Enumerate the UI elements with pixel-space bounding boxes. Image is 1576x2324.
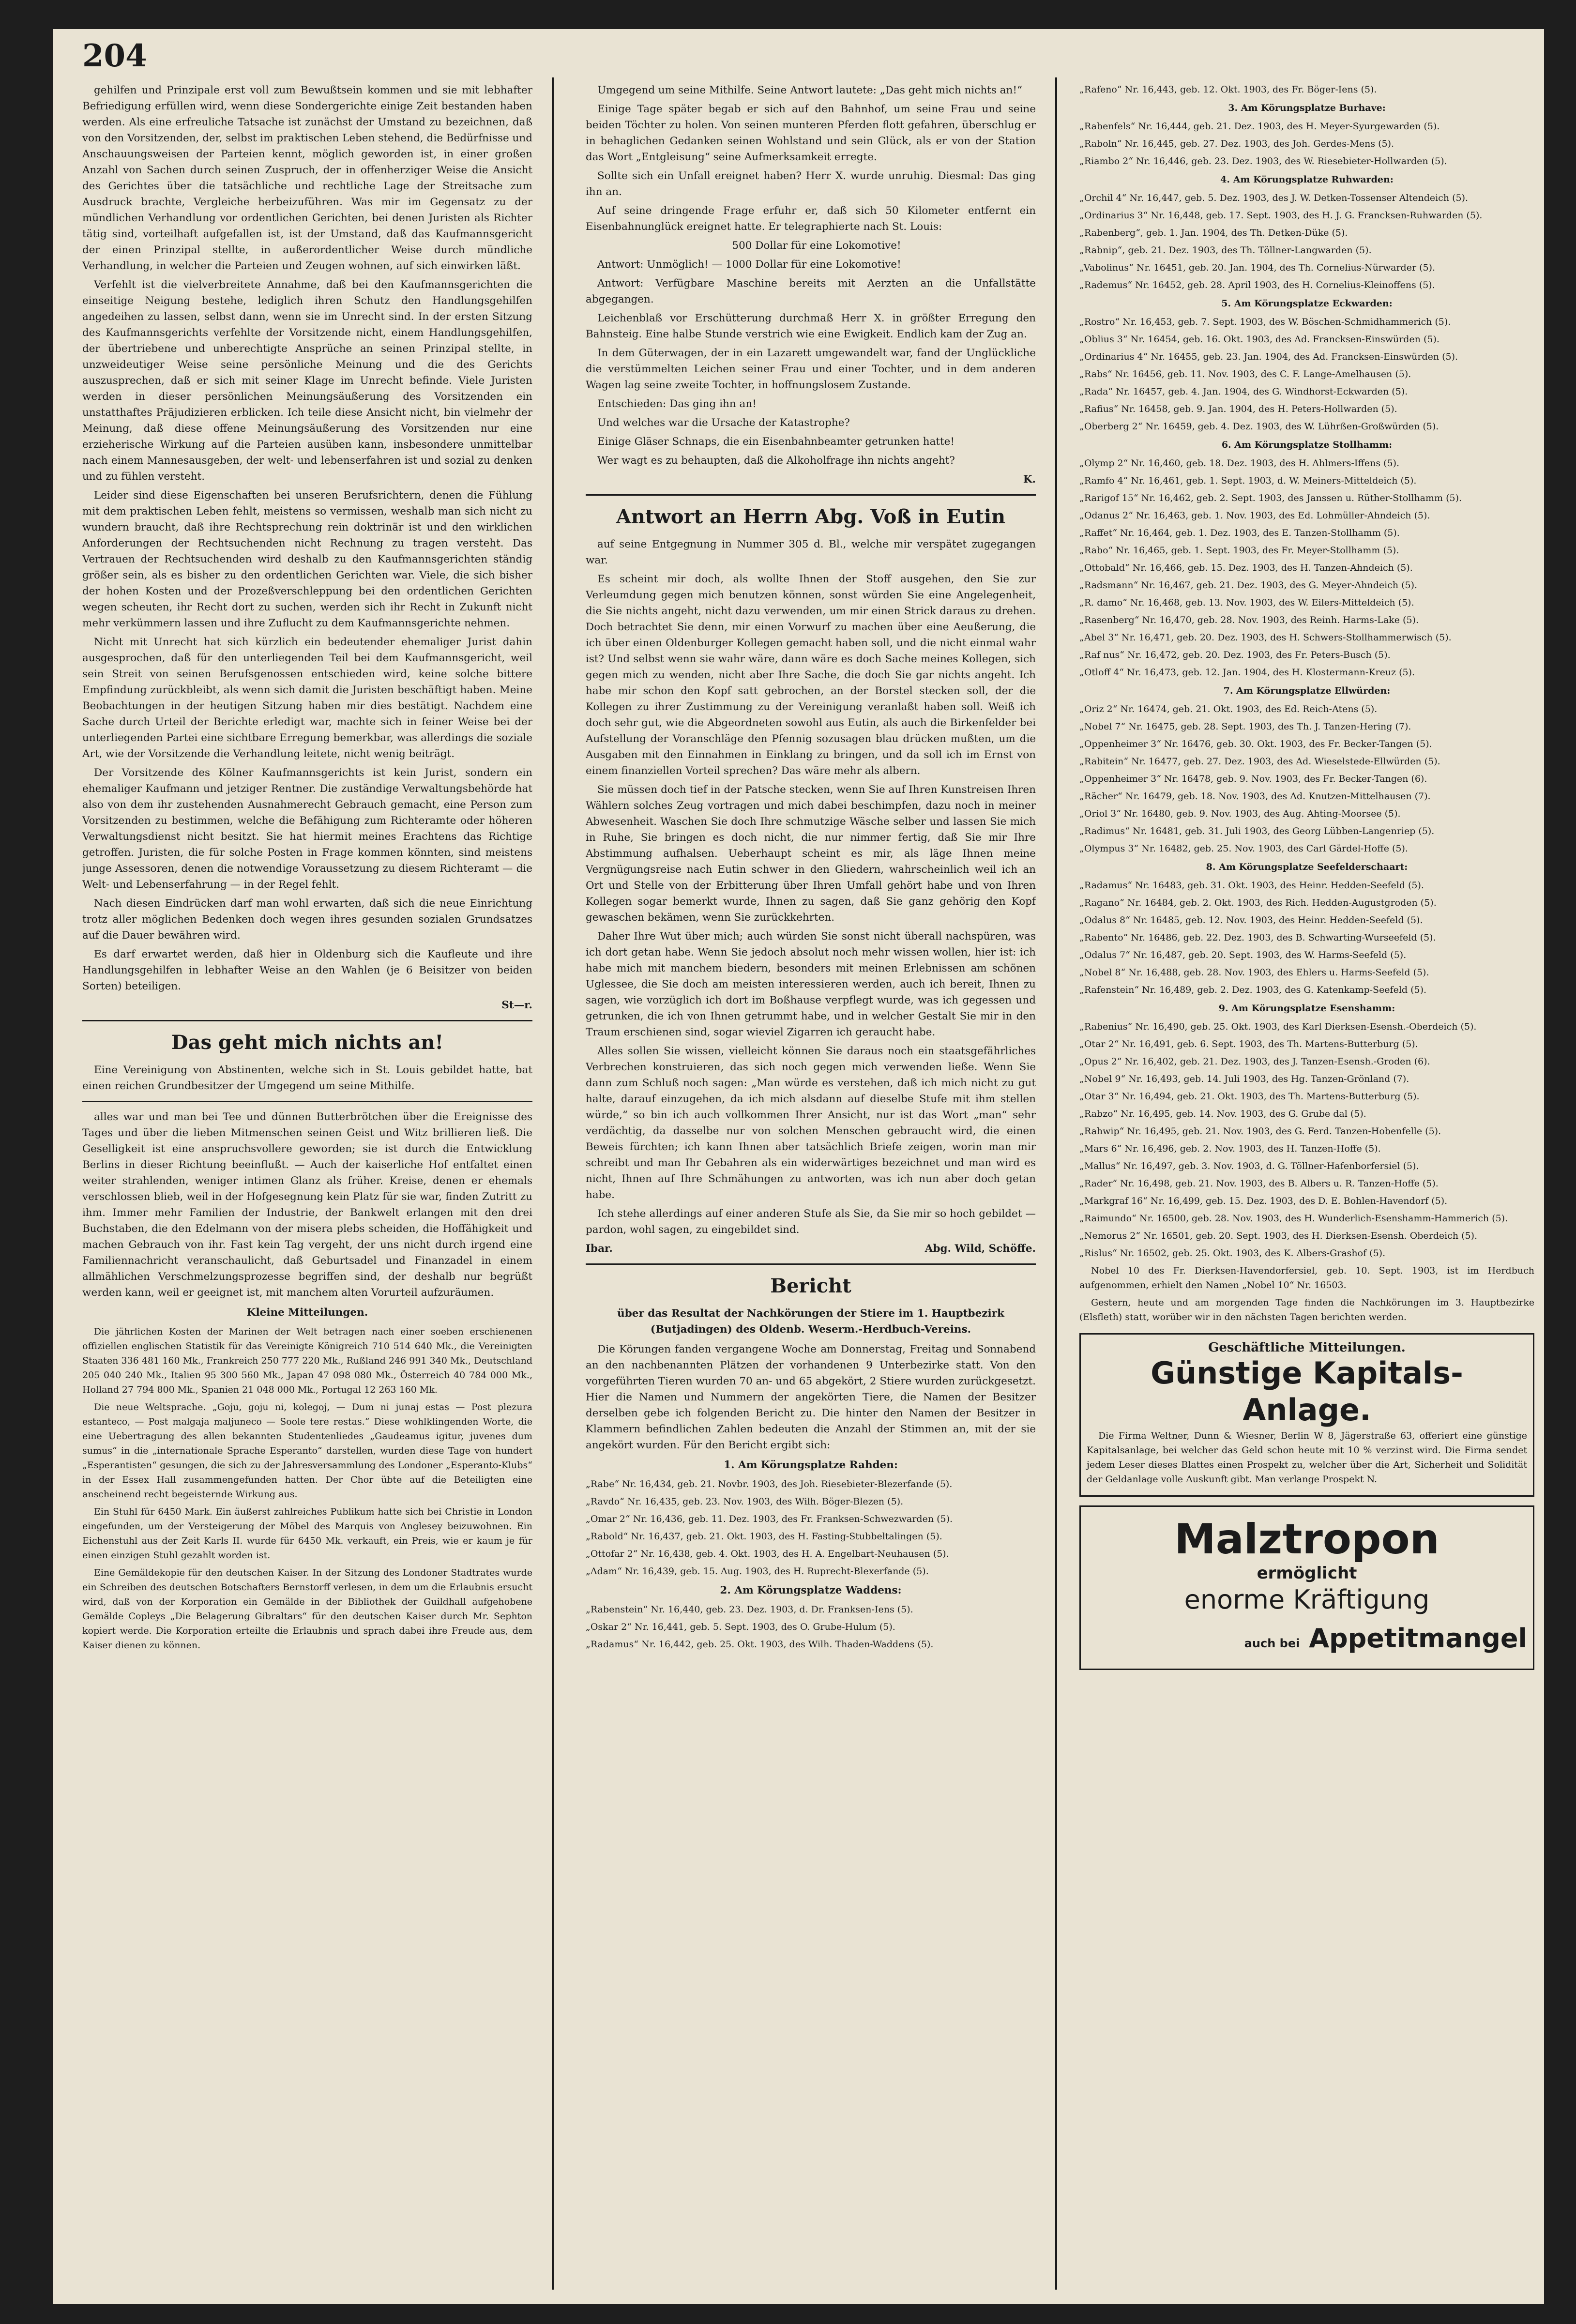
list-item: „Oriz 2“ Nr. 16474, geb. 21. Okt. 1903, des Ed. Reich-Atens (5). [1079, 704, 1378, 714]
section-heading: 7. Am Körungsplatze Ellwürden: [1223, 685, 1391, 696]
ad-title: Günstige Kapitals-Anlage. [1151, 1355, 1463, 1428]
list-item: „Nobel 8“ Nr. 16,488, geb. 28. Nov. 1903, des Ehlers u. Harms-Seefeld (5). [1079, 967, 1429, 978]
list-item: „Rislus“ Nr. 16502, geb. 25. Okt. 1903, des K. Albers-Grashof (5). [1079, 1248, 1386, 1259]
column-rule [1055, 77, 1057, 2290]
signature-right: Abg. Wild, Schöffe. [924, 1243, 1036, 1255]
list-item: „Rostro“ Nr. 16,453, geb. 7. Sept. 1903, des W. Böschen-Schmidhammerich (5). [1079, 317, 1451, 327]
list-item: „Opus 2“ Nr. 16,402, geb. 21. Dez. 1903, des J. Tanzen-Esensh.-Groden (6). [1079, 1056, 1430, 1067]
divider [82, 1020, 532, 1021]
list-item: „Rächer“ Nr. 16479, geb. 18. Nov. 1903, des Ad. Knutzen-Mittelhausen (7). [1079, 791, 1431, 802]
list-item: „Rabenstein“ Nr. 16,440, geb. 23. Dez. 1903, d. Dr. Franksen-Iens (5). [586, 1604, 913, 1615]
list-item: „Vabolinus“ Nr. 16451, geb. 20. Jan. 1904, des Th. Cornelius-Nürwarder (5). [1079, 262, 1436, 273]
section-heading: 3. Am Körungsplatze Burhave: [1228, 103, 1386, 113]
paragraph: In dem Güterwagen, der in ein Lazarett umgewandelt war, fand der Unglückliche die verstümmelten Leichen seiner Frau und einer Tochter, und in dem anderen Wagen lag seine zweite Tochter, in hoffnungslosem Zustande. [586, 347, 1036, 391]
list-item: „Abel 3“ Nr. 16,471, geb. 20. Dez. 1903, des H. Schwers-Stollhammerwisch (5). [1079, 632, 1452, 643]
column-2 [586, 82, 1036, 2290]
list-item: „Markgraf 16“ Nr. 16,499, geb. 15. Dez. 1903, des D. E. Bohlen-Havendorf (5). [1079, 1196, 1448, 1206]
list-item: „Ottobald“ Nr. 16,466, geb. 15. Dez. 1903, des H. Tanzen-Ahndeich (5). [1079, 562, 1413, 573]
section-heading: 1. Am Körungsplatze Rahden: [724, 1459, 898, 1471]
signature-line [586, 1241, 1036, 1257]
list-item: „Oriol 3“ Nr. 16480, geb. 9. Nov. 1903, des Aug. Ahting-Moorsee (5). [1079, 808, 1401, 819]
list-item: „Odalus 8“ Nr. 16485, geb. 12. Nov. 1903, des Heinr. Hedden-Seefeld (5). [1079, 915, 1423, 926]
paragraph: Entschieden: Das ging ihn an! [597, 398, 757, 410]
paragraph: Antwort: Verfügbare Maschine bereits mit Aerzten an die Unfallstätte abgegangen. [586, 277, 1036, 305]
ad-title: Malztropon [1174, 1515, 1440, 1564]
list-item: „Oskar 2“ Nr. 16,441, geb. 5. Sept. 1903, des O. Grube-Hulum (5). [586, 1622, 895, 1632]
ad-line [1087, 1619, 1527, 1663]
paragraph: Einige Tage später begab er sich auf den Bahnhof, um seine Frau und seine beiden Töchter zu holen. Von seinen munteren Pferden flott gefahren, überschlug er in behaglichen Gedanken seinen Wohlstand und sein Glück, als er von der Station das Wort „Entgleisung“ seine Aufmerksamkeit erregte. [586, 103, 1036, 163]
article-continuation [82, 82, 532, 1013]
headline-das-geht-mich-nichts-an: Das geht mich nichts an! [171, 1031, 444, 1054]
ad-line: ermöglicht [1257, 1564, 1357, 1583]
report-subtitle: über das Resultat der Nachkörungen der Stiere im 1. Hauptbezirk (Butjadingen) des Oldenb. Weserm.-Herdbuch-Vereins. [617, 1307, 1004, 1336]
paragraph: Ich stehe allerdings auf einer anderen Stufe als Sie, da Sie mir so hoch gebildet — pardon, wohl sagen, zu eingebildet sind. [586, 1208, 1036, 1236]
paragraph: Sollte sich ein Unfall ereignet haben? Herr X. wurde unruhig. Diesmal: Das ging ihn an. [586, 170, 1036, 198]
paragraph: Umgegend um seine Mithilfe. Seine Antwort lautete: „Das geht mich nichts an!“ [597, 84, 1022, 96]
list-item: „Olymp 2“ Nr. 16,460, geb. 18. Dez. 1903, des H. Ahlmers-Iffens (5). [1079, 458, 1400, 469]
list-item: „Rabzo“ Nr. 16,495, geb. 14. Nov. 1903, des G. Grube dal (5). [1079, 1109, 1366, 1119]
list-item: „Nobel 7“ Nr. 16475, geb. 28. Sept. 1903, des Th. J. Tanzen-Hering (7). [1079, 721, 1411, 732]
list-item: „Odalus 7“ Nr. 16,487, geb. 20. Sept. 1903, des W. Harms-Seefeld (5). [1079, 950, 1407, 960]
column-1 [82, 82, 532, 2290]
list-item: „Rabold“ Nr. 16,437, geb. 21. Okt. 1903, des H. Fasting-Stubbeltalingen (5). [586, 1531, 942, 1542]
ad-line: enorme Kräftigung [1184, 1584, 1430, 1615]
paragraph: Nobel 10 des Fr. Dierksen-Havendorfersiel, geb. 10. Sept. 1903, ist im Herdbuch aufgenommen, erhielt den Namen „Nobel 10“ Nr. 16503. [1079, 1265, 1534, 1291]
list-item: „Radamus“ Nr. 16,442, geb. 25. Okt. 1903, des Wilh. Thaden-Waddens (5). [586, 1639, 934, 1650]
paragraph: Die jährlichen Kosten der Marinen der Welt betragen nach einer soeben erschienenen offiziellen englischen Statistik für das Vereinigte Königreich 710 514 640 Mk., die Vereinigten Staaten 336 481 160 Mk., Frankreich 250 777 220 Mk., Rußland 246 991 340 Mk., Deutschland 205 040 240 Mk., Italien 95 300 560 Mk., Japan 47 098 080 Mk., Österreich 40 784 000 Mk., Holland 27 794 800 Mk., Spanien 21 048 000 Mk., Portugal 12 263 160 Mk. [82, 1326, 532, 1395]
headline-bericht: Bericht [770, 1275, 851, 1297]
ad-body: Die Firma Weltner, Dunn & Wiesner, Berlin W 8, Jägerstraße 63, offeriert eine günstige Kapitalsanlage, bei welcher das Geld schon heute mit 10 % verzinst wird. Die Firma sendet jedem Leser dieses Blattes einen Prospekt zu, welcher über die Art, Sicherheit und Solidität der Geldanlage volle Auskunft gibt. Man verlange Prospekt N. [1087, 1430, 1527, 1485]
list-item: „Rabs“ Nr. 16456, geb. 11. Nov. 1903, des C. F. Lange-Amelhausen (5). [1079, 369, 1411, 380]
column-rule [552, 77, 554, 2290]
list-item: „Rabitein“ Nr. 16477, geb. 27. Dez. 1903, des Ad. Wieselstede-Ellwürden (5). [1079, 756, 1440, 767]
paragraph: Einige Gläser Schnaps, die ein Eisenbahnbeamter getrunken hatte! [597, 436, 955, 448]
section-heading: 9. Am Körungsplatze Esenshamm: [1218, 1003, 1395, 1014]
list-item: „Omar 2“ Nr. 16,436, geb. 11. Dez. 1903, des Fr. Franksen-Schwezwarden (5). [586, 1514, 953, 1524]
paragraph: Eine Gemäldekopie für den deutschen Kaiser. In der Sitzung des Londoner Stadtrates wurde ein Schreiben des deutschen Botschafters Bernstorff verlesen, in dem um die Erlaubnis ersucht wird, daß von der Korporation ein Gemälde in der Bibliothek der Guildhall aufgehobene Gemälde Copleys „Die Belagerung Gibraltars“ für den deutschen Kaiser durch Mr. Sephton kopiert werde. Die Korporation erteilte die Erlaubnis und sprach dabei ihre Freude aus, dem Kaiser dienen zu können. [82, 1567, 532, 1651]
list-item: „Rafenstein“ Nr. 16,489, geb. 2. Dez. 1903, des G. Katenkamp-Seefeld (5). [1079, 985, 1427, 995]
list-item: „Oppenheimer 3“ Nr. 16478, geb. 9. Nov. 1903, des Fr. Becker-Tangen (6). [1079, 774, 1427, 784]
list-item: „Raboln“ Nr. 16,445, geb. 27. Dez. 1903, des Joh. Gerdes-Mens (5). [1079, 138, 1394, 149]
list-item: „Radsmann“ Nr. 16,467, geb. 21. Dez. 1903, des G. Meyer-Ahndeich (5). [1079, 580, 1418, 591]
column-3 [1079, 82, 1534, 2290]
list-item: „Rademus“ Nr. 16452, geb. 28. April 1903, des H. Cornelius-Kleinoffens (5). [1079, 280, 1435, 290]
paragraph: Nicht mit Unrecht hat sich kürzlich ein bedeutender ehemaliger Jurist dahin ausgesprochen, daß für den unterliegenden Teil bei dem Kaufmannsgericht, weil sein Streit von seinen Berufsgenossen entschieden wird, keine solche bittere Empfindung zurückbleibt, als wenn sich damit die Juristen beschäftigt haben. Meine Beobachtungen in der heutigen Sitzung haben mir dies bestätigt. Nachdem eine Sache durch Urteil der Berichte erledigt war, machte sich in feiner Weise bei der unterliegenden Partei eine sichtbare Erregung bemerkbar, was allerdings die soziale Art, wie der Vorsitzende die Verhandlung leitete, nicht wenig beiträgt. [82, 636, 532, 760]
list-item: „Rabnip“, geb. 21. Dez. 1903, des Th. Töllner-Langwarden (5). [1079, 245, 1372, 256]
list-item: „Oberberg 2“ Nr. 16459, geb. 4. Dez. 1903, des W. Lührßen-Großwürden (5). [1079, 421, 1439, 432]
paragraph: Alles sollen Sie wissen, vielleicht können Sie daraus noch ein staatsgefährliches Verbrechen konstruieren, das sich noch gegen mich verwenden ließe. Wenn Sie dann zum Schluß noch sagen: „Man würde es verstehen, daß ich mich nicht zu gut halte, darauf einzugehen, da ich mich alsdann auf dieselbe Stufe mit ihm stellen würde,“ so bin ich auch vollkommen Ihrer Ansicht, nur ist das Wort „man“ sehr verdächtig, da dasselbe nur von solchen Menschen gebraucht wird, die einen Beweis fürchten; ich kann Ihnen aber tatsächlich Briefe zeigen, worin man mir schreibt und man Ihr Gebahren als ein widerwärtiges bezeichnet und man wird es nicht, Ihnen auf Ihre Schmähungen zu antworten, was ich nun aber doch getan habe. [586, 1045, 1036, 1201]
advertisement-kapitals-anlage [1079, 1333, 1534, 1497]
page-number: 204 [82, 38, 147, 74]
divider [82, 1101, 532, 1102]
section-heading: 4. Am Körungsplatze Ruhwarden: [1220, 174, 1394, 185]
paragraph: Es darf erwartet werden, daß hier in Oldenburg sich die Kaufleute und ihre Handlungsgehilfen in lebhafter Weise an den Wahlen (je 6 Beisitzer von beiden Sorten) beteiligen. [82, 948, 532, 992]
list-item: „Ramfo 4“ Nr. 16,461, geb. 1. Sept. 1903, d. W. Meiners-Mitteldeich (5). [1079, 475, 1417, 486]
section-heading: 6. Am Körungsplatze Stollhamm: [1221, 440, 1393, 450]
list-item: „R. damo“ Nr. 16,468, geb. 13. Nov. 1903, des W. Eilers-Mitteldeich (5). [1079, 597, 1414, 608]
list-item: „Rasenberg“ Nr. 16,470, geb. 28. Nov. 1903, des Reinh. Harms-Lake (5). [1079, 615, 1419, 625]
list-item: „Orchil 4“ Nr. 16,447, geb. 5. Dez. 1903, des J. W. Detken-Tossenser Altendeich (5). [1079, 193, 1469, 203]
list-item: „Ragano“ Nr. 16484, geb. 2. Okt. 1903, des Rich. Hedden-Augustgroden (5). [1079, 897, 1437, 908]
list-item: „Nobel 9“ Nr. 16,493, geb. 14. Juli 1903, des Hg. Tanzen-Grönland (7). [1079, 1074, 1409, 1084]
paragraph: Verfehlt ist die vielverbreitete Annahme, daß bei den Kaufmannsgerichten die einseitige Neigung bestehe, lediglich ihren Schutz den Handlungsgehilfen angedeihen zu lassen, selbst dann, wenn sie im Unrecht sind. In der ersten Sitzung des Kaufmannsgerichts verfehlte der Vorsitzende nicht, einem Handlungsgehilfen, der übertriebene und unberechtigte Ansprüche an seinen Prinzipal stellte, in unzweideutiger Weise seine persönliche Meinung und die des Gerichts auszusprechen, daß er sich mit seiner Klage im Unrecht befinde. Viele Juristen werden in dieser persönlichen Meinungsäußerung des Vorsitzenden ein unstatthaftes Präjudizieren erblicken. Ich teile diese Ansicht nicht, bin vielmehr der Meinung, daß diese offene Meinungsäußerung des Vorsitzenden nur eine erzieherische Wirkung auf die Parteien ausüben kann, insbesondere unmittelbar nach einem Mannesausgeben, der welt- und lebenserfahren ist und sozial zu denken und zu fühlen versteht. [82, 279, 532, 483]
lead-text: auf seine Entgegnung in Nummer 305 d. Bl., welche mir verspätet zugegangen war. [586, 538, 1036, 566]
list-item: „Rarigof 15“ Nr. 16,462, geb. 2. Sept. 1903, des Janssen u. Rüther-Stollhamm (5). [1079, 493, 1462, 503]
list-item: „Rabento“ Nr. 16486, geb. 22. Dez. 1903, des B. Schwarting-Wurseefeld (5). [1079, 932, 1436, 943]
paragraph: Auf seine dringende Frage erfuhr er, daß sich 50 Kilometer entfernt ein Eisenbahnunglück ereignet hatte. Er telegraphierte nach St. Louis: [586, 205, 1036, 233]
divider [586, 494, 1036, 496]
list-item: „Rader“ Nr. 16,498, geb. 21. Nov. 1903, des B. Albers u. R. Tanzen-Hoffe (5). [1079, 1178, 1439, 1189]
ad-line-prefix: auch bei [1244, 1637, 1300, 1650]
paragraph: Daher Ihre Wut über mich; auch würden Sie sonst nicht überall nachspüren, was ich dort getan habe. Wenn Sie jedoch absolut noch mehr wissen wollen, hier ist: ich habe mich mit manchem biedern, besonders mit meinen Erlebnissen am schönen Uglessee, die Sie doch am meisten interessieren werden, auch ich bereit, Ihnen zu sagen, wie vorzüglich ich dort im Boßhause verpflegt wurde, was ich gegessen und getrunken, die ich von Ihnen getrummt habe, und in welcher Gestalt Sie mir in den Traum erschienen sind, sogar wieviel Zigarren ich geraucht habe. [586, 930, 1036, 1038]
paragraph: gehilfen und Prinzipale erst voll zum Bewußtsein kommen und sie mit lebhafter Befriedigung erfüllen wird, wenn diese Sondergerichte einige Zeit bestanden haben werden. Als eine erfreuliche Tatsache ist zunächst der Umstand zu bezeichnen, daß von den Vorsitzenden, der, selbst im praktischen Leben stehend, die Bedürfnisse und Anschauungsweisen der Parteien kennt, möglich geworden ist, in einer großen Anzahl von Sachen durch seinen Zuspruch, der in offenherziger Weise die Ansicht des Gerichtes über die tatsächliche und rechtliche Lage der Streitsache zum Ausdruck brachte, Vergleiche herbeizuführen. Was mir im Gegensatz zu der mündlichen Verhandlung vor ordentlichen Gerichten, bei denen Juristen als Richter tätig sind, vorteilhaft aufgefallen ist, ist der Umstand, daß das Kaufmannsgericht der einen Prinzipal stellte, in außerordentlicher Weise durch mündliche Verhandlung, in welcher die Parteien und Zeugen wohnen, auf sich einwirken läßt. [82, 84, 532, 272]
list-item: „Raf nus“ Nr. 16,472, geb. 20. Dez. 1903, des Fr. Peters-Busch (5). [1079, 650, 1391, 660]
signature: St—r. [501, 999, 532, 1011]
ad-header: Geschäftliche Mitteilungen. [1208, 1340, 1406, 1355]
list-item: „Rabenberg“, geb. 1. Jan. 1904, des Th. Detken-Düke (5). [1079, 228, 1348, 238]
paragraph: Leider sind diese Eigenschaften bei unseren Berufsrichtern, denen die Fühlung mit dem praktischen Leben fehlt, meistens so vermissen, weshalb man sich nicht zu wundern braucht, daß ihre Rechtsprechung rein doktrinär ist und den wirklichen Anforderungen der Rechtsuchenden nicht Rechnung zu tragen versteht. Das Vertrauen der Rechtsuchenden wird deshalb zu den Kaufmannsgerichten ständig größer sein, als es bisher zu den ordentlichen Gerichten war. Viele, die sich bisher der hohen Kosten und der Prozeßverschleppung bei den ordentlichen Gerichten wegen scheuten, ihr Recht dort zu suchen, werden sich ihr Recht in Zukunft nicht mehr verkümmern lassen und ihre Zuflucht zu dem Kaufmannsgerichte nehmen. [82, 489, 532, 629]
list-item: „Radimus“ Nr. 16481, geb. 31. Juli 1903, des Georg Lübben-Langenriep (5). [1079, 826, 1435, 836]
divider [586, 1263, 1036, 1265]
list-item: „Oppenheimer 3“ Nr. 16476, geb. 30. Okt. 1903, des Fr. Becker-Tangen (5). [1079, 739, 1432, 749]
list-item: „Ottofar 2“ Nr. 16,438, geb. 4. Okt. 1903, des H. A. Engelbart-Neuhausen (5). [586, 1549, 949, 1559]
section-heading: Kleine Mitteilungen. [246, 1306, 368, 1319]
list-item: „Ordinarius 3“ Nr. 16,448, geb. 17. Sept. 1903, des H. J. G. Francksen-Ruhwarden (5). [1079, 210, 1483, 221]
list-item: „Raffet“ Nr. 16,464, geb. 1. Dez. 1903, des E. Tanzen-Stollhamm (5). [1079, 528, 1400, 538]
list-item: „Rabenfels“ Nr. 16,444, geb. 21. Dez. 1903, des H. Meyer-Syurgewarden (5). [1079, 121, 1440, 132]
paragraph: alles war und man bei Tee und dünnen Butterbrötchen über die Ereignisse des Tages und über die lieben Mitmenschen seinen Geist und Witz brillieren ließ. Die Geselligkeit ist eine anspruchsvollere geworden; sie ist durch die Entwicklung Berlins in dieser Richtung beeinflußt. — Auch der kaiserliche Hof entfaltet einen weiter strahlenden, weniger intimen Glanz als früher. Kreise, denen er ehemals verschlossen blieb, weil in der Hofgesegnung kein Platz für sie war, finden Zutritt zu ihm. Immer mehr Familien der Industrie, der Bankwelt erlangen mit den drei Buchstaben, die den Edelmann von der misera plebs scheiden, die Hoffähigkeit und machen Gebrauch von ihr. Fast kein Tag vergeht, der uns nicht durch irgend eine Familiennachricht veranschaulicht, daß Geburtsadel und Finanzadel in einem allmählichen Verschmelzungsprozesse begriffen sind, der deshalb nur begrüßt werden kann, weil er geeignet ist, mit manchem alten Vorurteil aufzuräumen. [82, 1111, 532, 1299]
list-item: „Otar 3“ Nr. 16,494, geb. 21. Okt. 1903, des Th. Martens-Butterburg (5). [1079, 1091, 1420, 1102]
list-item: „Olympus 3“ Nr. 16482, geb. 25. Nov. 1903, des Carl Gärdel-Hoffe (5). [1079, 843, 1408, 854]
list-item: „Riambo 2“ Nr. 16,446, geb. 23. Dez. 1903, des W. Riesebieter-Hollwarden (5). [1079, 156, 1447, 167]
list-item: „Odanus 2“ Nr. 16,463, geb. 1. Nov. 1903, des Ed. Lohmüller-Ahndeich (5). [1079, 510, 1430, 521]
advertisement-malztropon [1079, 1505, 1534, 1670]
paragraph: Ein Stuhl für 6450 Mark. Ein äußerst zahlreiches Publikum hatte sich bei Christie in London eingefunden, um der Versteigerung der Möbel des Marquis von Anglesey beizuwohnen. Ein Eichenstuhl aus der Zeit Karls II. wurde für 6450 Mk. verkauft, ein Preis, wie er kaum je für einen einzigen Stuhl gezahlt worden ist. [82, 1506, 532, 1561]
list-item: „Rada“ Nr. 16457, geb. 4. Jan. 1904, des G. Windhorst-Eckwarden (5). [1079, 386, 1408, 397]
headline-antwort-an-herrn-voss: Antwort an Herrn Abg. Voß in Eutin [616, 505, 1006, 528]
list-item: „Mallus“ Nr. 16,497, geb. 3. Nov. 1903, d. G. Töllner-Hafenborfersiel (5). [1079, 1161, 1419, 1171]
list-item: „Otloff 4“ Nr. 16,473, geb. 12. Jan. 1904, des H. Klostermann-Kreuz (5). [1079, 667, 1415, 678]
paragraph: Nach diesen Eindrücken darf man wohl erwarten, daß sich die neue Einrichtung trotz aller möglichen Bedenken doch wegen ihres gesunden sozialen Grundsatzes auf die Dauer bewähren wird. [82, 897, 532, 942]
paragraph: Gestern, heute und am morgenden Tage finden die Nachkörungen im 3. Hauptbezirke (Elsfleth) statt, worüber wir in den nächsten Tagen berichten werden. [1079, 1297, 1534, 1322]
list-item: „Ravdo“ Nr. 16,435, geb. 23. Nov. 1903, des Wilh. Böger-Blezen (5). [586, 1496, 904, 1507]
newspaper-page [53, 29, 1544, 2304]
section-heading: 2. Am Körungsplatze Waddens: [720, 1584, 902, 1596]
list-item: „Rabenius“ Nr. 16,490, geb. 25. Okt. 1903, des Karl Dierksen-Esensh.-Oberdeich (5). [1079, 1021, 1477, 1032]
list-item: „Raimundo“ Nr. 16500, geb. 28. Nov. 1903, des H. Wunderlich-Esenshamm-Hammerich (5). [1079, 1213, 1508, 1224]
list-item: „Rafeno“ Nr. 16,443, geb. 12. Okt. 1903, des Fr. Böger-Iens (5). [1079, 84, 1377, 95]
section-heading: 5. Am Körungsplatze Eckwarden: [1221, 298, 1393, 309]
paragraph: Es scheint mir doch, als wollte Ihnen der Stoff ausgehen, den Sie zur Verleumdung gegen mich benutzen können, sonst würden Sie eine Angelegenheit, die Sie nichts angeht, nicht dazu verwenden, um mir einen Strick daraus zu drehen. Doch betrachtet Sie denn, mir einen Vorwurf zu machen über eine Aeußerung, die ich über einen Oldenburger Kollegen gemacht haben soll, und die nicht einmal wahr ist? Und selbst wenn sie wahr wäre, dann wäre es doch Sache meines Kollegen, sich gegen mich zu wenden, nicht aber Ihre Sache, die doch Sie gar nichts angeht. Ich habe mir schon den Kopf satt gebrochen, an der Borstel stecken soll, der die Kollegen zu ihrer Zustimmung zu der Vereinigung veranlaßt haben soll. Weiß ich doch sehr gut, wie die Abgeordneten sowohl aus Eutin, als auch die Birkenfelder bei Aufstellung der Voranschläge den Pfennig sozusagen blau drücken mußten, um die Ausgaben mit den Einnahmen in Einklang zu bringen, und da soll ich im Ernst von einem finanziellen Vorteil sprechen? Das wäre mehr als albern. [586, 573, 1036, 777]
list-item: „Rabe“ Nr. 16,434, geb. 21. Novbr. 1903, des Joh. Riesebieter-Blezerfande (5). [586, 1479, 953, 1489]
list-item: „Ordinarius 4“ Nr. 16455, geb. 23. Jan. 1904, des Ad. Francksen-Einswürden (5). [1079, 351, 1458, 362]
paragraph: Und welches war die Ursache der Katastrophe? [597, 417, 850, 429]
list-item: „Radamus“ Nr. 16483, geb. 31. Okt. 1903, des Heinr. Hedden-Seefeld (5). [1079, 880, 1424, 891]
list-item: „Nemorus 2“ Nr. 16501, geb. 20. Sept. 1903, des H. Dierksen-Esensh. Oberdeich (5). [1079, 1230, 1478, 1241]
signature-left: Ibar. [586, 1243, 613, 1255]
list-item: „Otar 2“ Nr. 16,491, geb. 6. Sept. 1903, des Th. Martens-Butterburg (5). [1079, 1039, 1418, 1049]
list-item: „Rahwip“ Nr. 16,495, geb. 21. Nov. 1903, des G. Ferd. Tanzen-Hobenfelle (5). [1079, 1126, 1441, 1137]
section-heading: 8. Am Körungsplatze Seefelderschaart: [1206, 862, 1408, 872]
paragraph: Die neue Weltsprache. „Goju, goju ni, kolegoj, — Dum ni junaj estas — Post plezura estanteco, — Post malgaja maljuneco — Soole tere restas.“ Diese wohlklingenden Worte, die eine Uebertragung des allen bekannten Studentenliedes „Gaudeamus igitur, juvenes dum sumus“ in die „internationale Sprache Esperanto“ darstellen, wurden diese Tage von hundert „Esperantisten“ gesungen, die sich zu der Jahresversammlung des Londoner „Esperanto-Klubs“ in der Essex Hall zusammengefunden hatten. Der Chor übte auf die Beteiligten eine anscheinend recht begeisternde Wirkung aus. [82, 1402, 532, 1500]
ad-line-main: Appetitmangel [1309, 1623, 1527, 1654]
paragraph: Eine Vereinigung von Abstinenten, welche sich in St. Louis gebildet hatte, bat einen reichen Grundbesitzer der Umgegend um seine Mithilfe. [82, 1064, 532, 1092]
signature: K. [1023, 473, 1036, 486]
paragraph: Der Vorsitzende des Kölner Kaufmannsgerichts ist kein Jurist, sondern ein ehemaliger Kaufmann und jetziger Rentner. Die zuständige Verwaltungsbehörde hat also von dem ihr zustehenden Ausnahmerecht Gebrauch gemacht, eine Person zum Vorsitzenden zu bestimmen, welche die Befähigung zum Richteramte oder höheren Verwaltungsdienst nicht besitzt. Sie hat hiermit meines Erachtens das Richtige getroffen. Juristen, die für solche Posten in Frage kommen könnten, sind meistens junge Assessoren, denen die notwendige Voraussetzung zu diesem Richteramt — die Welt- und Lebenserfahrung — in der Regel fehlt. [82, 767, 532, 891]
paragraph: 500 Dollar für eine Lokomotive! [732, 240, 901, 252]
list-item: „Oblius 3“ Nr. 16454, geb. 16. Okt. 1903, des Ad. Francksen-Einswürden (5). [1079, 334, 1440, 345]
list-item: „Mars 6“ Nr. 16,496, geb. 2. Nov. 1903, des H. Tanzen-Hoffe (5). [1079, 1143, 1381, 1154]
list-item: „Rabo“ Nr. 16,465, geb. 1. Sept. 1903, des Fr. Meyer-Stollhamm (5). [1079, 545, 1399, 556]
paragraph: Sie müssen doch tief in der Patsche stecken, wenn Sie auf Ihren Kunstreisen Ihren Wählern solches Zeug vortragen und mich dabei beschimpfen, dazu noch in meiner Abwesenheit. Waschen Sie doch Ihre schmutzige Wäsche selber und lassen Sie mich in Ruhe, Sie bringen es doch nicht, die nur nimmer fertig, daß Sie mir Ihre Abstimmung aufhalsen. Ueberhaupt scheint es mir, als läge Ihnen meine Vergnügungsreise nach Eutin schwer in den Gliedern, wahrscheinlich weil ich an Ort und Stelle von der Erbitterung über Ihren Umfall gehört habe und von Ihren Kollegen sogar bemerkt wurde, Ihnen zu sagen, daß Sie ganz gehörig den Kopf gewaschen bekämen, wenn Sie zurückkehrten. [586, 784, 1036, 924]
paragraph: Wer wagt es zu behaupten, daß die Alkoholfrage ihn nichts angeht? [597, 455, 955, 467]
paragraph: Die Körungen fanden vergangene Woche am Donnerstag, Freitag und Sonnabend an den nachbenannten Plätzen der vorhandenen 9 Unterbezirke statt. Von den vorgeführten Tieren wurden 70 an- und 65 abgekört, 2 Stiere wurden zurückgesetzt. Hier die Namen und Nummern der angekörten Tiere, die Namen der Besitzer derselben gebe ich folgenden Bericht zu. Die hinter den Namen der Besitzer in Klammern befindlichen Zahlen bedeuten die Anzahl der Stimmen an, mit der sie angekört wurden. Für den Bericht ergibt sich: [586, 1343, 1036, 1451]
paragraph: Leichenblaß vor Erschütterung durchmaß Herr X. in größter Erregung den Bahnsteig. Eine halbe Stunde verstrich wie eine Ewigkeit. Endlich kam der Zug an. [586, 312, 1036, 340]
paragraph: Antwort: Unmöglich! — 1000 Dollar für eine Lokomotive! [597, 258, 901, 271]
list-item: „Rafius“ Nr. 16458, geb. 9. Jan. 1904, des H. Peters-Hollwarden (5). [1079, 404, 1397, 414]
list-item: „Adam“ Nr. 16,439, geb. 15. Aug. 1903, des H. Ruprecht-Blexerfande (5). [586, 1566, 929, 1577]
